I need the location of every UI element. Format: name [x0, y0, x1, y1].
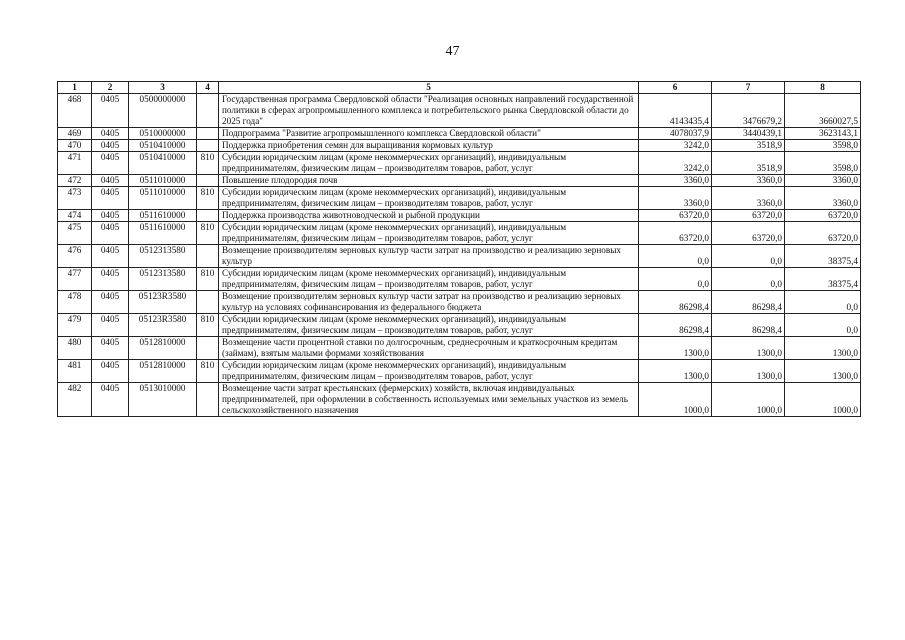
- expense-type-code-cell: 810: [197, 314, 219, 337]
- amount-col8-cell: 3623143,1: [785, 128, 861, 140]
- amount-col8-cell: 1000,0: [785, 383, 861, 417]
- amount-col8-cell: 63720,0: [785, 222, 861, 245]
- page-number: 47: [445, 44, 460, 59]
- item-name-cell: Субсидии юридическим лицам (кроме некоммерческих организаций), индивидуальным предпринимателям, физическим лицам – производителям товаров, работ, услуг: [219, 360, 639, 383]
- table-row: [58, 222, 861, 245]
- column-header: 1: [58, 82, 92, 94]
- row-number-cell: 476: [58, 245, 92, 268]
- amount-col8-cell: 3660027,5: [785, 94, 861, 128]
- section-code-cell: 0405: [92, 222, 129, 245]
- amount-col8-cell: 38375,4: [785, 245, 861, 268]
- expense-type-code-cell: 810: [197, 152, 219, 175]
- row-number-cell: 468: [58, 94, 92, 128]
- section-code-cell: 0405: [92, 140, 129, 152]
- row-number-cell: 478: [58, 291, 92, 314]
- section-code-cell: 0405: [92, 360, 129, 383]
- amount-col8-cell: 63720,0: [785, 210, 861, 222]
- expense-type-code-cell: [197, 128, 219, 140]
- amount-col6-cell: 4143435,4: [639, 94, 712, 128]
- table-header-row: [58, 82, 861, 94]
- table-row: [58, 383, 861, 417]
- target-article-code-cell: 0512313580: [129, 245, 197, 268]
- expense-type-code-cell: [197, 337, 219, 360]
- item-name-cell: Поддержка приобретения семян для выращивания кормовых культур: [219, 140, 639, 152]
- amount-col7-cell: 86298,4: [712, 314, 785, 337]
- target-article-code-cell: 0500000000: [129, 94, 197, 128]
- amount-col7-cell: 1300,0: [712, 337, 785, 360]
- item-name-cell: Возмещение части процентной ставки по долгосрочным, среднесрочным и краткосрочным кредитам (займам), взятым малыми формами хозяйствования: [219, 337, 639, 360]
- row-number-cell: 469: [58, 128, 92, 140]
- amount-col6-cell: 0,0: [639, 245, 712, 268]
- section-code-cell: 0405: [92, 245, 129, 268]
- amount-col7-cell: 86298,4: [712, 291, 785, 314]
- item-name-cell: Субсидии юридическим лицам (кроме некоммерческих организаций), индивидуальным предпринимателям, физическим лицам – производителям товаров, работ, услуг: [219, 187, 639, 210]
- amount-col7-cell: 3360,0: [712, 175, 785, 187]
- column-header: 7: [712, 82, 785, 94]
- amount-col8-cell: 3598,0: [785, 152, 861, 175]
- amount-col6-cell: 1300,0: [639, 360, 712, 383]
- target-article-code-cell: 0512810000: [129, 337, 197, 360]
- amount-col6-cell: 1300,0: [639, 337, 712, 360]
- row-number-cell: 482: [58, 383, 92, 417]
- row-number-cell: 481: [58, 360, 92, 383]
- target-article-code-cell: 0511610000: [129, 222, 197, 245]
- amount-col6-cell: 3242,0: [639, 140, 712, 152]
- table-row: [58, 152, 861, 175]
- amount-col7-cell: 3476679,2: [712, 94, 785, 128]
- column-header: 8: [785, 82, 861, 94]
- amount-col7-cell: 1300,0: [712, 360, 785, 383]
- amount-col6-cell: 1000,0: [639, 383, 712, 417]
- section-code-cell: 0405: [92, 175, 129, 187]
- item-name-cell: Повышение плодородия почв: [219, 175, 639, 187]
- amount-col7-cell: 3518,9: [712, 140, 785, 152]
- expense-type-code-cell: [197, 245, 219, 268]
- amount-col6-cell: 3360,0: [639, 175, 712, 187]
- target-article-code-cell: 0511010000: [129, 175, 197, 187]
- column-header: 2: [92, 82, 129, 94]
- section-code-cell: 0405: [92, 383, 129, 417]
- expense-type-code-cell: 810: [197, 187, 219, 210]
- target-article-code-cell: 05123R3580: [129, 314, 197, 337]
- item-name-cell: Субсидии юридическим лицам (кроме некоммерческих организаций), индивидуальным предпринимателям, физическим лицам – производителям товаров, работ, услуг: [219, 268, 639, 291]
- target-article-code-cell: 0510410000: [129, 152, 197, 175]
- amount-col7-cell: 63720,0: [712, 210, 785, 222]
- expense-type-code-cell: [197, 175, 219, 187]
- expense-type-code-cell: [197, 291, 219, 314]
- item-name-cell: Поддержка производства животноводческой и рыбной продукции: [219, 210, 639, 222]
- expense-type-code-cell: 810: [197, 222, 219, 245]
- amount-col6-cell: 63720,0: [639, 210, 712, 222]
- section-code-cell: 0405: [92, 210, 129, 222]
- expense-type-code-cell: [197, 210, 219, 222]
- amount-col7-cell: 3518,9: [712, 152, 785, 175]
- table-row: [58, 268, 861, 291]
- row-number-cell: 475: [58, 222, 92, 245]
- row-number-cell: 472: [58, 175, 92, 187]
- section-code-cell: 0405: [92, 337, 129, 360]
- amount-col7-cell: 3360,0: [712, 187, 785, 210]
- table-row: [58, 291, 861, 314]
- amount-col6-cell: 86298,4: [639, 314, 712, 337]
- section-code-cell: 0405: [92, 291, 129, 314]
- target-article-code-cell: 0513010000: [129, 383, 197, 417]
- target-article-code-cell: 0511610000: [129, 210, 197, 222]
- amount-col8-cell: 1300,0: [785, 360, 861, 383]
- item-name-cell: Субсидии юридическим лицам (кроме некоммерческих организаций), индивидуальным предпринимателям, физическим лицам – производителям товаров, работ, услуг: [219, 314, 639, 337]
- row-number-cell: 480: [58, 337, 92, 360]
- amount-col6-cell: 3360,0: [639, 187, 712, 210]
- amount-col7-cell: 0,0: [712, 268, 785, 291]
- column-header: 6: [639, 82, 712, 94]
- amount-col6-cell: 4078037,9: [639, 128, 712, 140]
- section-code-cell: 0405: [92, 268, 129, 291]
- target-article-code-cell: 0510000000: [129, 128, 197, 140]
- table-row: [58, 94, 861, 128]
- column-header: 3: [129, 82, 197, 94]
- row-number-cell: 477: [58, 268, 92, 291]
- item-name-cell: Субсидии юридическим лицам (кроме некоммерческих организаций), индивидуальным предпринимателям, физическим лицам – производителям товаров, работ, услуг: [219, 152, 639, 175]
- amount-col8-cell: 38375,4: [785, 268, 861, 291]
- amount-col8-cell: 3360,0: [785, 175, 861, 187]
- target-article-code-cell: 0512313580: [129, 268, 197, 291]
- amount-col8-cell: 3598,0: [785, 140, 861, 152]
- row-number-cell: 474: [58, 210, 92, 222]
- amount-col6-cell: 0,0: [639, 268, 712, 291]
- budget-table: [57, 81, 861, 417]
- section-code-cell: 0405: [92, 152, 129, 175]
- item-name-cell: Подпрограмма "Развитие агропромышленного комплекса Свердловской области": [219, 128, 639, 140]
- table-row: [58, 175, 861, 187]
- amount-col7-cell: 0,0: [712, 245, 785, 268]
- target-article-code-cell: 0510410000: [129, 140, 197, 152]
- item-name-cell: Возмещение производителям зерновых культур части затрат на производство и реализацию зерновых культур на условиях софинансирования из федерального бюджета: [219, 291, 639, 314]
- table-row: [58, 128, 861, 140]
- target-article-code-cell: 05123R3580: [129, 291, 197, 314]
- row-number-cell: 479: [58, 314, 92, 337]
- target-article-code-cell: 0512810000: [129, 360, 197, 383]
- expense-type-code-cell: [197, 94, 219, 128]
- amount-col7-cell: 1000,0: [712, 383, 785, 417]
- table-row: [58, 360, 861, 383]
- expense-type-code-cell: 810: [197, 268, 219, 291]
- section-code-cell: 0405: [92, 128, 129, 140]
- amount-col7-cell: 3440439,1: [712, 128, 785, 140]
- expense-type-code-cell: [197, 383, 219, 417]
- table-row: [58, 314, 861, 337]
- table-row: [58, 337, 861, 360]
- row-number-cell: 470: [58, 140, 92, 152]
- item-name-cell: Субсидии юридическим лицам (кроме некоммерческих организаций), индивидуальным предпринимателям, физическим лицам – производителям товаров, работ, услуг: [219, 222, 639, 245]
- table-row: [58, 140, 861, 152]
- amount-col7-cell: 63720,0: [712, 222, 785, 245]
- item-name-cell: Возмещение производителям зерновых культур части затрат на производство и реализацию зерновых культур: [219, 245, 639, 268]
- section-code-cell: 0405: [92, 314, 129, 337]
- table-row: [58, 245, 861, 268]
- amount-col6-cell: 3242,0: [639, 152, 712, 175]
- amount-col6-cell: 86298,4: [639, 291, 712, 314]
- target-article-code-cell: 0511010000: [129, 187, 197, 210]
- row-number-cell: 473: [58, 187, 92, 210]
- column-header: 5: [219, 82, 639, 94]
- amount-col8-cell: 1300,0: [785, 337, 861, 360]
- expense-type-code-cell: 810: [197, 360, 219, 383]
- amount-col8-cell: 0,0: [785, 291, 861, 314]
- row-number-cell: 471: [58, 152, 92, 175]
- section-code-cell: 0405: [92, 187, 129, 210]
- item-name-cell: Государственная программа Свердловской области "Реализация основных направлений государственной политики в сферах агропромышленного комплекса и потребительского рынка Свердловской области до 2025 года": [219, 94, 639, 128]
- item-name-cell: Возмещение части затрат крестьянских (фермерских) хозяйств, включая индивидуальных предпринимателей, при оформлении в собственность используемых ими земельных участков из земель сельскохозяйственного назначения: [219, 383, 639, 417]
- expense-type-code-cell: [197, 140, 219, 152]
- amount-col8-cell: 0,0: [785, 314, 861, 337]
- section-code-cell: 0405: [92, 94, 129, 128]
- table-row: [58, 210, 861, 222]
- amount-col8-cell: 3360,0: [785, 187, 861, 210]
- column-header: 4: [197, 82, 219, 94]
- table-row: [58, 187, 861, 210]
- amount-col6-cell: 63720,0: [639, 222, 712, 245]
